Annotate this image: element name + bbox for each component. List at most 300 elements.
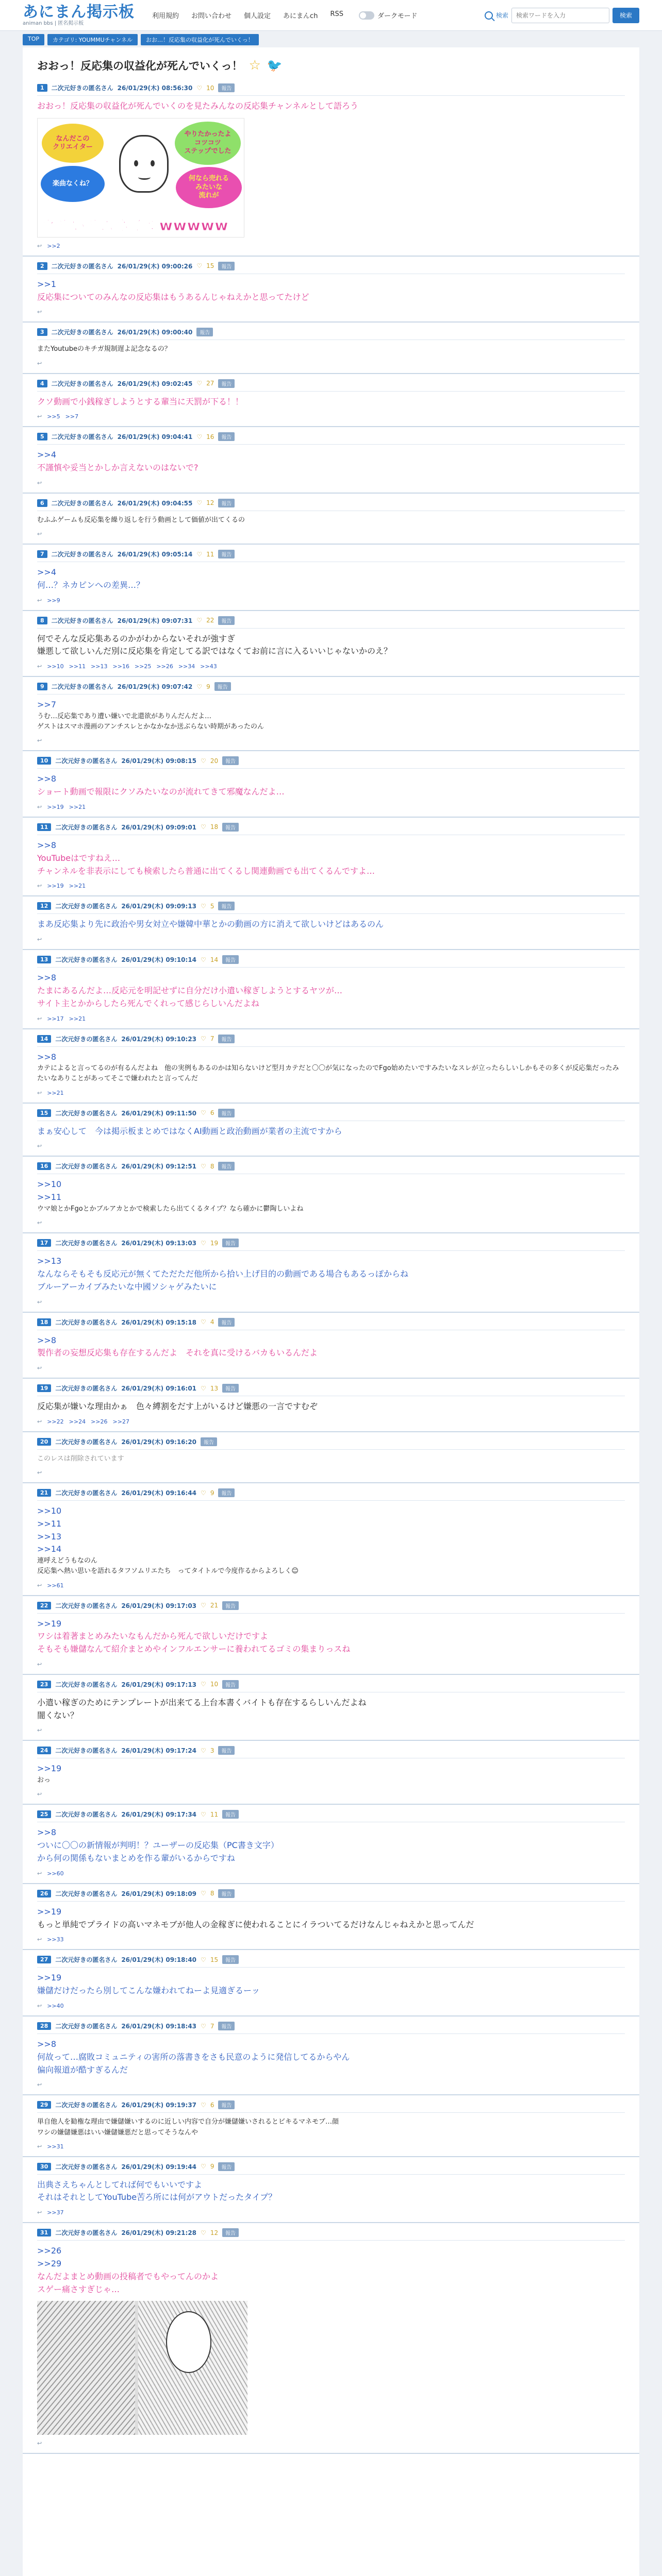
report-button[interactable]: 報告 <box>222 1955 239 1964</box>
reply-icon[interactable]: ↩ <box>37 1418 42 1425</box>
like-count[interactable]: 15 <box>206 262 214 270</box>
post-number[interactable]: 4 <box>37 380 47 387</box>
nav-rss[interactable]: RSS <box>330 10 343 18</box>
post-text: またYoutubeのキチガ規制遅よ記念なるの？ <box>37 345 171 353</box>
like-count[interactable]: 8 <box>210 1162 214 1170</box>
reply-links <box>37 1469 625 1476</box>
reply-link[interactable]: >>60 <box>47 1870 64 1877</box>
twitter-share-icon[interactable]: 🐦 <box>267 58 283 73</box>
post-text: おっ <box>37 1776 51 1785</box>
post-text: ワシは着著まとめみたいなもんだから死んで欲しいだけですよ <box>37 1631 269 1641</box>
heart-icon[interactable]: ♡ <box>201 1239 206 1247</box>
reply-anchor[interactable]: >>8 <box>37 973 56 983</box>
post-number[interactable]: 2 <box>37 262 47 270</box>
post-number[interactable]: 18 <box>37 1318 51 1326</box>
post-number[interactable]: 19 <box>37 1384 51 1392</box>
post-date: 26/01/29(木) 08:56:30 <box>117 84 193 92</box>
post <box>23 494 639 545</box>
heart-icon[interactable]: ♡ <box>196 499 203 507</box>
post-text: クソ動画で小銭稼ぎしようとする輩当に天罰が下る！！ <box>37 396 244 406</box>
reply-link[interactable]: >>24 <box>69 1418 86 1425</box>
post-number[interactable]: 22 <box>37 1602 51 1609</box>
reply-anchor[interactable]: >>26 <box>37 2246 62 2256</box>
post-number[interactable]: 5 <box>37 433 47 440</box>
reply-icon[interactable]: ↩ <box>37 883 42 890</box>
post-meta <box>37 756 625 769</box>
reply-icon[interactable]: ↩ <box>37 479 42 486</box>
thread-title: おおっ！反応集の収益化が死んでいくっ！ <box>37 60 243 72</box>
like-count[interactable]: 6 <box>210 1109 214 1117</box>
post <box>23 1432 639 1483</box>
reply-anchor[interactable]: >>19 <box>37 1973 62 1983</box>
post-number[interactable]: 6 <box>37 499 47 507</box>
reply-icon[interactable]: ↩ <box>37 803 42 810</box>
like-count[interactable]: 9 <box>206 683 210 690</box>
reply-link[interactable]: >>2 <box>47 242 60 249</box>
poster-name: 二次元好きの匿名さん <box>55 2023 118 2030</box>
reply-anchor[interactable]: >>13 <box>37 1531 62 1541</box>
post-text: サイト主とかからしたら死んでくれって感じらしいんだよね <box>37 998 259 1008</box>
report-button[interactable]: 報告 <box>218 1318 235 1327</box>
post-number[interactable]: 16 <box>37 1162 51 1170</box>
report-button[interactable]: 報告 <box>201 1437 217 1446</box>
reply-icon[interactable]: ↩ <box>37 413 42 420</box>
report-button[interactable]: 報告 <box>222 1239 239 1247</box>
heart-icon[interactable]: ♡ <box>196 550 203 558</box>
heart-icon[interactable]: ♡ <box>201 757 206 765</box>
reply-icon[interactable]: ↩ <box>37 597 42 604</box>
post-number[interactable]: 23 <box>37 1681 51 1688</box>
post-date: 26/01/29(木) 09:02:45 <box>117 380 193 387</box>
post-number[interactable]: 21 <box>37 1489 51 1497</box>
post-text: なんならそもそも反応元が無くてただただ他所から拾い上げ目的の動画である場合もあるっぽからね <box>37 1268 409 1279</box>
post-meta <box>37 2100 625 2113</box>
report-button[interactable]: 報告 <box>222 1384 239 1393</box>
poster-name: 二次元好きの匿名さん <box>55 1489 118 1497</box>
post-number[interactable]: 20 <box>37 1438 51 1446</box>
like-count[interactable]: 21 <box>210 1602 219 1609</box>
post-text: 嫌悪して欲しいんだ別に反応集を肯定してる訳ではなくてお前に言に入るいいじゃないかのえ？ <box>37 646 392 656</box>
reply-anchor[interactable]: >>8 <box>37 774 56 784</box>
poster-name: 二次元好きの匿名さん <box>55 1602 118 1609</box>
reply-link[interactable]: >>22 <box>47 1418 64 1425</box>
report-button[interactable]: 報告 <box>218 432 235 441</box>
like-count[interactable]: 13 <box>210 1384 219 1392</box>
reply-icon[interactable]: ↩ <box>37 1015 42 1022</box>
report-button[interactable]: 報告 <box>222 1810 239 1819</box>
reply-link[interactable]: >>61 <box>47 1582 64 1589</box>
nav-animanch[interactable]: あにまんch <box>283 12 318 20</box>
reply-anchor[interactable]: >>10 <box>37 1179 62 1190</box>
heart-icon[interactable]: ♡ <box>201 2022 206 2030</box>
reply-link[interactable]: >>13 <box>91 663 108 670</box>
heart-icon[interactable]: ♡ <box>196 433 203 440</box>
heart-icon[interactable]: ♡ <box>201 1956 206 1963</box>
reply-icon[interactable]: ↩ <box>37 1143 42 1150</box>
heart-icon[interactable]: ♡ <box>201 823 206 831</box>
post-date: 26/01/29(木) 09:19:44 <box>121 2163 197 2171</box>
reply-anchor[interactable]: >>11 <box>37 1518 62 1529</box>
breadcrumb-thread[interactable]: おお…！反応集の収益化が死んでいくっ！ <box>141 34 259 45</box>
post-meta <box>37 902 625 914</box>
post-number[interactable]: 24 <box>37 1747 51 1754</box>
post-meta <box>37 379 625 392</box>
poster-name: 二次元好きの匿名さん <box>51 84 113 92</box>
post <box>23 2157 639 2224</box>
reply-icon[interactable]: ↩ <box>37 1870 42 1877</box>
report-button[interactable]: 報告 <box>214 682 231 691</box>
like-count[interactable]: 20 <box>210 757 219 765</box>
reply-anchor[interactable]: >>8 <box>37 1335 56 1345</box>
post-text: 何故って…腐敗コミュニティの害所の落書きをさも民意のように発信してるからやん <box>37 2052 350 2062</box>
like-count[interactable]: 7 <box>210 2022 214 2030</box>
reply-icon[interactable]: ↩ <box>37 531 42 538</box>
like-count[interactable]: 10 <box>206 84 214 92</box>
report-button[interactable]: 報告 <box>222 1601 239 1610</box>
reply-link[interactable]: >>26 <box>91 1418 108 1425</box>
reply-link[interactable]: >>17 <box>47 1015 64 1022</box>
post-number[interactable]: 29 <box>37 2101 51 2109</box>
report-button[interactable]: 報告 <box>222 756 239 765</box>
heart-icon[interactable]: ♡ <box>201 1890 206 1897</box>
reply-link[interactable]: >>19 <box>47 803 64 810</box>
report-button[interactable]: 報告 <box>218 2022 235 2030</box>
post-meta <box>37 823 625 835</box>
reply-icon[interactable]: ↩ <box>37 1582 42 1589</box>
reply-icon[interactable]: ↩ <box>37 2003 42 2009</box>
reply-anchor[interactable]: >>8 <box>37 840 56 850</box>
breadcrumb-category[interactable]: カテゴリ: YOUMMUチャンネル <box>47 34 138 45</box>
reply-icon[interactable]: ↩ <box>37 1089 42 1096</box>
post-number[interactable]: 13 <box>37 956 51 963</box>
reply-link[interactable]: >>11 <box>69 663 86 670</box>
post-date: 26/01/29(木) 09:00:26 <box>117 262 193 270</box>
reply-anchor[interactable]: >>19 <box>37 1764 62 1774</box>
like-count[interactable]: 15 <box>210 1956 219 1963</box>
reply-links <box>37 883 625 889</box>
breadcrumb <box>23 34 662 45</box>
post-text: カテによると言ってるのが有るんだよね 他の実例もあるのかは知らないけど型月カテだと〇〇が気になったのでFgo始めたいですみたいなスレが立ったらしいしかもその多くが反応集だったみたいなありことがあってそこで嫌われたと言ってんだ <box>37 1064 619 1083</box>
report-button[interactable]: 報告 <box>218 1889 235 1898</box>
reply-icon[interactable]: ↩ <box>37 1219 42 1227</box>
reply-icon[interactable]: ↩ <box>37 1365 42 1372</box>
poster-name: 二次元好きの匿名さん <box>55 903 118 910</box>
post-number[interactable]: 3 <box>37 328 47 336</box>
like-count[interactable]: 16 <box>206 433 214 440</box>
post-meta <box>37 550 625 562</box>
reply-icon[interactable]: ↩ <box>37 2209 42 2216</box>
reply-links <box>37 1219 625 1226</box>
post-text: 反応集へ熱い思いを語れるタフソムリエたち ってタイトルで今度作るからよろしく☺ <box>37 1567 299 1575</box>
poster-name: 二次元好きの匿名さん <box>55 757 118 765</box>
post-number[interactable]: 15 <box>37 1109 51 1117</box>
reply-icon[interactable]: ↩ <box>37 2081 42 2089</box>
post-text: まぁ安心して 今は掲示板まとめではなくAI動画と政治動画が業者の主流ですから <box>37 1126 342 1136</box>
post <box>23 1379 639 1432</box>
search-label: 検索 <box>495 12 508 19</box>
reply-anchor[interactable]: >>8 <box>37 1827 56 1838</box>
post-date: 26/01/29(木) 09:09:01 <box>121 823 197 831</box>
like-count[interactable]: 22 <box>206 617 214 624</box>
like-count[interactable]: 4 <box>210 1318 214 1326</box>
breadcrumb-top[interactable]: TOP <box>23 34 44 45</box>
post <box>23 257 639 323</box>
heart-icon[interactable]: ♡ <box>201 902 206 910</box>
reply-icon[interactable]: ↩ <box>37 936 42 943</box>
report-button[interactable]: 報告 <box>218 379 235 388</box>
post-date: 26/01/29(木) 09:16:44 <box>121 1489 197 1497</box>
thumbnail-image[interactable] <box>37 118 244 238</box>
report-button[interactable]: 報告 <box>218 616 235 625</box>
post-text: 嫌儲だけだったら別してこんな嫌われてねーよ見適ぎるーッ <box>37 1986 260 1996</box>
report-button[interactable]: 報告 <box>222 823 239 832</box>
heart-icon[interactable]: ♡ <box>201 2101 206 2109</box>
reply-icon[interactable]: ↩ <box>37 242 42 249</box>
post-number[interactable]: 7 <box>37 550 47 558</box>
report-button[interactable]: 報告 <box>218 262 235 270</box>
toggle-switch[interactable] <box>359 11 374 20</box>
like-count[interactable]: 14 <box>210 956 219 963</box>
poster-name: 二次元好きの匿名さん <box>55 1109 118 1117</box>
reply-link[interactable]: >>21 <box>69 1015 86 1022</box>
reply-anchor[interactable]: >>19 <box>37 1618 62 1629</box>
reply-links <box>37 1936 625 1943</box>
like-count[interactable]: 18 <box>210 823 219 831</box>
reply-anchor[interactable]: >>11 <box>37 1192 62 1202</box>
heart-icon[interactable]: ♡ <box>201 2163 206 2171</box>
like-count[interactable]: 10 <box>210 1681 219 1688</box>
like-count[interactable]: 19 <box>210 1239 219 1247</box>
like-count[interactable]: 3 <box>210 1747 214 1754</box>
reply-link[interactable]: >>21 <box>47 1089 64 1096</box>
post <box>23 1741 639 1805</box>
post-number[interactable]: 17 <box>37 1239 51 1247</box>
reply-icon[interactable]: ↩ <box>37 1660 42 1668</box>
reply-anchor[interactable]: >>1 <box>37 279 56 289</box>
report-button[interactable]: 報告 <box>218 1162 235 1171</box>
report-button[interactable]: 報告 <box>218 2100 235 2109</box>
report-button[interactable]: 報告 <box>218 1109 235 1117</box>
post <box>23 1233 639 1312</box>
reply-icon[interactable]: ↩ <box>37 1936 42 1943</box>
post-text: 反応集が嫌いな理由かぁ 色々縛割をだす上がいるけど嫌悪の一言ですむぞ <box>37 1401 318 1412</box>
post-number[interactable]: 12 <box>37 902 51 910</box>
heart-icon[interactable]: ♡ <box>196 380 203 387</box>
heart-icon[interactable]: ♡ <box>201 1602 206 1609</box>
reply-icon[interactable]: ↩ <box>37 309 42 316</box>
like-count[interactable]: 5 <box>210 902 214 910</box>
reply-link[interactable]: >>19 <box>47 883 64 890</box>
reply-link[interactable]: >>27 <box>112 1418 129 1425</box>
post <box>23 896 639 950</box>
reply-links <box>37 936 625 943</box>
reply-link[interactable]: >>40 <box>47 2003 64 2009</box>
heart-icon[interactable]: ♡ <box>196 84 203 92</box>
post-meta <box>37 1680 625 1692</box>
search-icon <box>485 11 493 20</box>
like-count[interactable]: 12 <box>210 2229 219 2236</box>
heart-icon[interactable]: ♡ <box>201 1681 206 1688</box>
nav-settings[interactable]: 個人設定 <box>244 12 271 20</box>
reply-links <box>37 737 625 744</box>
like-count[interactable]: 9 <box>210 1489 214 1497</box>
reply-links <box>37 2143 625 2150</box>
reply-link[interactable]: >>9 <box>47 597 60 604</box>
heart-icon[interactable]: ♡ <box>201 1318 206 1326</box>
reply-icon[interactable]: ↩ <box>37 2440 42 2447</box>
reply-link[interactable]: >>21 <box>69 803 86 810</box>
reply-links <box>37 243 625 249</box>
heart-icon[interactable]: ♡ <box>196 617 203 624</box>
reply-icon[interactable]: ↩ <box>37 2143 42 2150</box>
search-button[interactable]: 検索 <box>613 8 639 23</box>
like-count[interactable]: 11 <box>210 1810 219 1818</box>
post-date: 26/01/29(木) 09:04:55 <box>117 499 193 507</box>
reply-anchor[interactable]: >>13 <box>37 1256 62 1266</box>
manga-panel-image[interactable] <box>37 2301 247 2435</box>
poster-name: 二次元好きの匿名さん <box>55 1747 118 1755</box>
report-button[interactable]: 報告 <box>218 83 235 92</box>
reply-icon[interactable]: ↩ <box>37 360 42 367</box>
reply-link[interactable]: >>34 <box>178 663 195 670</box>
post-meta <box>37 2022 625 2034</box>
post-meta <box>37 432 625 445</box>
heart-icon[interactable]: ♡ <box>201 1109 206 1117</box>
reply-anchor[interactable]: >>7 <box>37 700 56 710</box>
report-button[interactable]: 報告 <box>218 1035 235 1043</box>
post-text: 単自他人を勧権な理由で嫌儲嫌いするのに近しい内容で自分が嫌儲嫌いされるとビキるマネモブ…顔 <box>37 2118 339 2126</box>
search-input[interactable] <box>511 8 609 23</box>
nav-terms[interactable]: 利用規約 <box>152 12 179 20</box>
reply-link[interactable]: >>43 <box>200 663 217 670</box>
like-count[interactable]: 9 <box>210 2163 214 2171</box>
reply-icon[interactable]: ↩ <box>37 1791 42 1798</box>
site-logo[interactable] <box>23 5 135 26</box>
post-date: 26/01/29(木) 09:10:23 <box>121 1035 197 1043</box>
report-button[interactable]: 報告 <box>196 328 213 336</box>
like-count[interactable]: 11 <box>206 550 214 558</box>
reply-link[interactable]: >>5 <box>47 413 60 420</box>
post-number[interactable]: 10 <box>37 757 51 765</box>
heart-icon[interactable]: ♡ <box>201 1035 206 1042</box>
reply-links <box>37 1791 625 1798</box>
reply-link[interactable]: >>7 <box>65 413 79 420</box>
reply-anchor[interactable]: >>10 <box>37 1506 62 1516</box>
reply-link[interactable]: >>33 <box>47 1936 64 1943</box>
reply-anchor[interactable]: >>19 <box>37 1906 62 1917</box>
post-date: 26/01/29(木) 09:09:13 <box>121 903 197 910</box>
reply-anchor[interactable]: >>14 <box>37 1544 62 1554</box>
report-button[interactable]: 報告 <box>218 1488 235 1497</box>
like-count[interactable]: 7 <box>210 1035 214 1042</box>
report-button[interactable]: 報告 <box>218 2162 235 2171</box>
post-text: YouTubeはですねえ… <box>37 853 121 863</box>
reply-link[interactable]: >>37 <box>47 2209 64 2216</box>
dark-mode-toggle[interactable] <box>359 10 417 20</box>
heart-icon[interactable]: ♡ <box>201 2229 206 2236</box>
reply-link[interactable]: >>25 <box>134 663 152 670</box>
reply-link[interactable]: >>31 <box>47 2143 64 2150</box>
heart-icon[interactable]: ♡ <box>196 262 203 270</box>
nav-contact[interactable]: お問い合わせ <box>191 12 232 20</box>
reply-icon[interactable]: ↩ <box>37 1469 42 1477</box>
report-button[interactable]: 報告 <box>222 1680 239 1689</box>
post-number[interactable]: 9 <box>37 683 47 690</box>
post-number[interactable]: 25 <box>37 1810 51 1818</box>
reply-link[interactable]: >>10 <box>47 663 64 670</box>
thumb-caption: ウザいサムネイルwwwww <box>41 216 229 234</box>
post-number[interactable]: 1 <box>37 84 47 92</box>
post-number[interactable]: 27 <box>37 1956 51 1963</box>
post-number[interactable]: 26 <box>37 1890 51 1897</box>
reply-anchor[interactable]: >>8 <box>37 1052 56 1062</box>
reply-link[interactable]: >>16 <box>112 663 129 670</box>
search-area <box>485 8 639 23</box>
like-count[interactable]: 27 <box>206 380 214 387</box>
post-meta <box>37 1162 625 1174</box>
favorite-star-icon[interactable]: ☆ <box>249 58 261 73</box>
report-button[interactable]: 報告 <box>218 550 235 558</box>
reply-anchor[interactable]: >>4 <box>37 567 56 578</box>
reply-icon[interactable]: ↩ <box>37 663 42 670</box>
thumb-bubble-4: 何なら売れる みたいな 流れが <box>176 167 242 208</box>
heart-icon[interactable]: ♡ <box>201 1384 206 1392</box>
report-button[interactable]: 報告 <box>218 902 235 910</box>
reply-icon[interactable]: ↩ <box>37 737 42 744</box>
like-count[interactable]: 8 <box>210 1890 214 1897</box>
like-count[interactable]: 12 <box>206 499 214 507</box>
heart-icon[interactable]: ♡ <box>201 1747 206 1754</box>
reply-links <box>37 1365 625 1371</box>
post-date: 26/01/29(木) 09:00:40 <box>117 329 193 336</box>
heart-icon[interactable]: ♡ <box>201 1489 206 1497</box>
logo-title[interactable]: あにまん掲示板 <box>23 3 135 21</box>
reply-link[interactable]: >>26 <box>156 663 173 670</box>
post-number[interactable]: 14 <box>37 1035 51 1043</box>
post-text: チャンネルを非表示にしても検索したら普通に出てくるし関連動画でも出てくるんですよ… <box>37 866 375 876</box>
report-button[interactable]: 報告 <box>218 1746 235 1755</box>
post <box>23 1029 639 1104</box>
reply-link[interactable]: >>21 <box>69 883 86 890</box>
reply-links <box>37 1015 625 1022</box>
poster-name: 二次元好きの匿名さん <box>55 1385 118 1393</box>
like-count[interactable]: 6 <box>210 2101 214 2109</box>
heart-icon[interactable]: ♡ <box>201 1162 206 1170</box>
post-number[interactable]: 30 <box>37 2163 51 2171</box>
poster-name: 二次元好きの匿名さん <box>51 329 113 336</box>
report-button[interactable]: 報告 <box>222 2228 239 2237</box>
post-text: まあ反応集より先に政治や男女対立や嫌韓中華とかの動画の方に消えて欲しいけどはあるのん <box>37 919 384 929</box>
post-number[interactable]: 11 <box>37 823 51 831</box>
post-text: ブルーアーカイブみたいな中國ソシャゲみたいに <box>37 1281 217 1292</box>
reply-anchor[interactable]: >>4 <box>37 450 56 460</box>
heart-icon[interactable]: ♡ <box>196 683 203 690</box>
post-number[interactable]: 28 <box>37 2022 51 2030</box>
reply-anchor[interactable]: >>8 <box>37 2039 56 2049</box>
post-number[interactable]: 31 <box>37 2229 51 2236</box>
post-meta <box>37 1035 625 1047</box>
report-button[interactable]: 報告 <box>222 955 239 964</box>
reply-icon[interactable]: ↩ <box>37 1727 42 1734</box>
heart-icon[interactable]: ♡ <box>201 956 206 963</box>
reply-anchor[interactable]: >>29 <box>37 2259 62 2269</box>
reply-icon[interactable]: ↩ <box>37 1298 42 1306</box>
post-number[interactable]: 8 <box>37 617 47 624</box>
post <box>23 1157 639 1233</box>
report-button[interactable]: 報告 <box>218 499 235 507</box>
speech-bubble <box>166 2311 211 2373</box>
heart-icon[interactable]: ♡ <box>201 1810 206 1818</box>
